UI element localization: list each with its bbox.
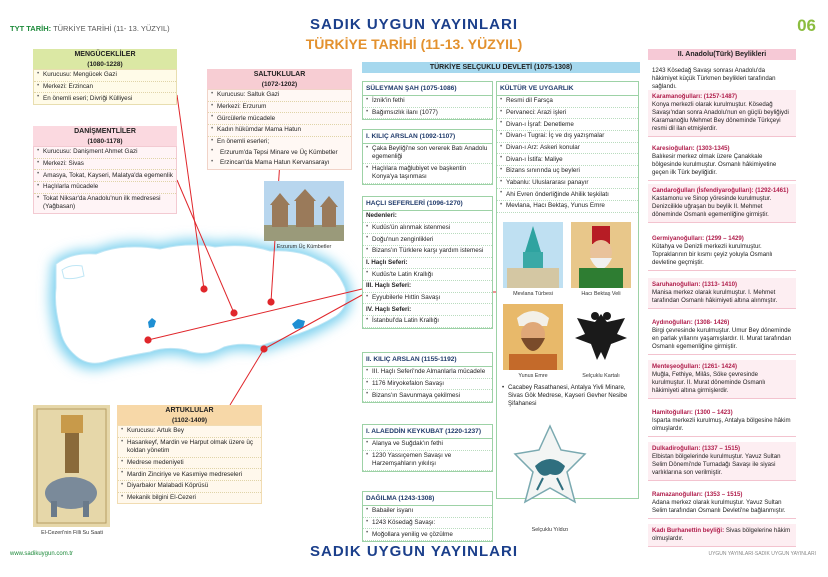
erzurum-kumbet-image — [264, 181, 344, 241]
saltuklular-title: SALTUKLULAR — [207, 69, 352, 80]
list-item-sub: • Erzurum'da Tepsi Minare ve Üç Kümbetler — [208, 147, 351, 158]
list-item: • Divan-ı Arz: Askeri konular — [497, 143, 638, 155]
list-item: • Kudüs'te Latin Krallığı — [363, 269, 492, 281]
list-item: • Çaka Beyliği'ne son vererek Batı Anadolu egemenliği — [363, 144, 492, 164]
list-item: • Resmi dil Farsça — [497, 96, 638, 108]
list-item: Hamitoğulları: (1300 – 1423) Isparta merkezli kurulmuş, Antalya bölgesine hâkim olmuşlardır. — [648, 406, 796, 437]
list-item: • Alanya ve Suğdak'ın fethi — [363, 439, 492, 451]
footer-publisher: SADIK UYGUN YAYINLARI — [310, 543, 518, 560]
list-item: • Merkezi: Sivas — [34, 159, 176, 171]
list-item-sub: • Erzincan'da Mama Hatun Kervansarayı — [208, 158, 351, 169]
turkey-shape — [56, 245, 347, 363]
line-artuk — [230, 349, 264, 405]
list-item: • Yabanlu: Uluslararası panayır — [497, 178, 638, 190]
list-item: Candaroğulları (İsfendiyaroğulları): (1292-1461) Kastamonu ve Sinop yöresinde kurulmuştur. Denizcilikle uğraşan bu beylik II. Mehmet döneminde Osmanlı egemenliğine girmiştir. — [648, 184, 796, 223]
artuklular-title: ARTUKLULAR — [117, 405, 262, 416]
seljuk-state-title: TÜRKİYE SELÇUKLU DEVLETİ (1075-1308) — [362, 62, 640, 73]
list-item: • Babailer isyanı — [363, 506, 492, 518]
list-item: • Haçlılarla mücadele — [34, 182, 176, 194]
danismentliler-dates: (1080-1178) — [33, 137, 177, 146]
list-item: • Bağımsızlık ilanı (1077) — [363, 108, 492, 120]
header-left-label: TYT TARİH: TÜRKİYE TARİHİ (11- 13. YÜZYIL) — [10, 24, 170, 33]
mengucekliler-title: MENGÜCEKLİLER — [33, 49, 177, 60]
suleyman-sah-box — [362, 81, 493, 120]
list-item: Germiyanoğulları: (1299 – 1429) Kütahya ve Denizli merkezli kurulmuştur. Topraklarının bir kısmı çeyiz yoluyla Osmanlı devletine geçmiştir. — [648, 232, 796, 271]
list-item: • Bizans'ın Savunmaya çekilmesi — [363, 390, 492, 402]
yunus-emre-caption: Yunus Emre — [518, 373, 548, 379]
haci-bektas-caption: Hacı Bektaş Veli — [581, 291, 621, 297]
mengucekliler-dates: (1080-1228) — [33, 60, 177, 69]
hacli-nedenler-label: Nedenleri: — [363, 211, 492, 223]
list-item: Karamanoğulları: (1257-1487) Konya merkezli olarak kurulmuştur. Kösedağ Savaşı'ndan sonra Anadolu'nun en güçlü beyliğiydi Karamanoğlu Mehmet Bey döneminde Türkçeyi resmi dil ilan etmişlerdir. — [648, 90, 796, 137]
saltuklular-box — [207, 69, 352, 170]
hacli-s3-label: III. Haçlı Seferi: — [363, 281, 492, 293]
list-item: • İstanbul'da Latin Krallığı — [363, 316, 492, 328]
list-item: Aydınoğulları: (1308- 1426) Birgi çevresinde kurulmuştur. Umur Bey döneminde en parlak yıllarını yaşamışlardır. II. Murat tarafından Osmanlı egemenliğine girmiştir. — [648, 316, 796, 355]
list-item: • Kurucusu: Danişment Ahmet Gazi — [34, 147, 176, 159]
list-item: • Diyarbakır Malabadi Köprüsü — [118, 481, 261, 493]
hacli-title: HAÇLI SEFERLERİ (1096-1270) — [363, 197, 492, 211]
saltuklular-dates: (1072-1202) — [207, 80, 352, 89]
list-item: • Divan-ı İşraf: Denetleme — [497, 119, 638, 131]
list-item: • Bizans'ın Türklere karşı yardım istemesi — [363, 246, 492, 258]
list-item: • 1176 Miryokefalon Savaşı — [363, 379, 492, 391]
hacli-seferleri-box — [362, 196, 493, 329]
yunus-emre-image — [503, 304, 563, 370]
el-cezeri-caption: El-Cezeri'nin Filli Su Saati — [41, 530, 103, 536]
page-subtitle: TÜRKİYE TARİHİ (11-13. YÜZYIL) — [305, 36, 523, 52]
list-item: Karesioğulları: (1303-1345) Balıkesir merkez olmak üzere Çanakkale bölgesinde kurulmuştur. Osmanlı hâkimiyetine geçen ilk Türk beyliğidir. — [648, 142, 796, 181]
list-item: • Kadın hükümdar Mama Hatun — [208, 125, 351, 137]
list-item: • Amasya, Tokat, Kayseri, Malatya'da egemenlik — [34, 170, 176, 182]
kilic-arslan-1-box — [362, 129, 493, 185]
list-item: • Kurucusu: Saltuk Gazi — [208, 90, 351, 102]
kultur-eserler — [500, 384, 636, 409]
list-item: • Merkezi: Erzurum — [208, 102, 351, 114]
list-item: • Doğu'nun zenginlikleri — [363, 234, 492, 246]
danismentliler-box — [33, 126, 177, 214]
suleyman-title: SÜLEYMAN ŞAH (1075-1086) — [363, 82, 492, 96]
list-item: • Kurucusu: Mengücek Gazi — [34, 70, 176, 82]
list-item: • Gürcülerle mücadele — [208, 113, 351, 125]
hacli-s1-label: I. Haçlı Seferi: — [363, 258, 492, 270]
list-item: • En önemli eserleri; — [208, 137, 351, 148]
list-item: • Kudüs'ün alınmak istenmesi — [363, 223, 492, 235]
list-item: • Bizans sınırında uç beyleri — [497, 166, 638, 178]
list-item: • Eyyubilerle Hıttin Savaşı — [363, 293, 492, 305]
erzurum-caption: Erzurum Üç Kümbetler — [276, 244, 332, 250]
list-item: • Mardin Zinciriye ve Kasımiye medreseleri — [118, 469, 261, 481]
thrace — [62, 266, 84, 279]
mengucekliler-box — [33, 49, 177, 105]
list-item: • Divan-ı Tugrai: İç ve dış yazışmalar — [497, 131, 638, 143]
beylikler-intro: 1243 Kösedağ Savaşı sonrası Anadolu'da hâkimiyet küçük Türkmen beylikleri tarafından sağlandı. — [648, 64, 796, 95]
list-item: Dulkadiroğulları: (1337 – 1515) Elbistan bölgelerinde kurulmuştur. Yavuz Sultan Selim Dönemi'nde Turnadağı Savaşı ile siyasi varlıklarına son verilmiştir. — [648, 442, 796, 481]
marker-konya — [144, 336, 151, 343]
selcuklu-yildizi-image — [513, 422, 587, 522]
list-item: • Kurucusu: Artuk Bey — [118, 426, 261, 438]
list-item: • Divan-ı İstifa: Maliye — [497, 154, 638, 166]
mevlana-turbesi-image — [503, 222, 563, 288]
marker-mardin — [260, 345, 267, 352]
list-item: • 1230 Yassıçemen Savaşı ve Harzemşahların yıkılışı — [363, 451, 492, 471]
dagilma-box — [362, 491, 493, 542]
list-item: • Hasankeyf, Mardin ve Harput olmak üzere üç koldan yönetim — [118, 438, 261, 458]
alaeddin-keykubat-box — [362, 424, 493, 472]
kultur-title: KÜLTÜR VE UYGARLIK — [497, 82, 638, 96]
footer-right-text: UYGUN YAYINLARI·SADIK UYGUN YAYINLARI — [708, 551, 816, 557]
list-item: • Pervaneci: Arazi işleri — [497, 108, 638, 120]
list-item: • Tokat Niksar'da Anadolu'nun ilk medresesi (Yağbasan) — [34, 194, 176, 213]
marker-erzurum — [267, 298, 274, 305]
list-item: Menteşeoğulları: (1261- 1424) Muğla, Fethiye, Milâs, Söke çevresinde kurulmuştur. II. Murat döneminde Osmanlı hâkimiyeti altına girmişlerdir. — [648, 360, 796, 399]
kilic2-title: II. KILIÇ ARSLAN (1155-1192) — [363, 353, 492, 367]
list-item: • Mekanik bilgini El-Cezeri — [118, 493, 261, 504]
danismentliler-title: DANİŞMENTLİLER — [33, 126, 177, 137]
list-item: • Haçlılara mağlubiyet ve başkentin Konya'ya taşınması — [363, 164, 492, 184]
list-item: • Merkezi: Erzincan — [34, 82, 176, 94]
list-item: • Ahi Evren önderliğinde Ahilik teşkilatı — [497, 189, 638, 201]
alaeddin-title: I. ALAEDDİN KEYKUBAT (1220-1237) — [363, 425, 492, 439]
list-item: Kadı Burhanettin beyliği: Sivas bölgelerine hâkim olmuşlardır. — [648, 524, 796, 547]
selcuklu-yildizi-caption: Selçuklu Yıldızı — [531, 527, 569, 533]
selcuklu-kartali-image — [571, 304, 631, 370]
selcuklu-kartali-caption: Selçuklu Kartalı — [582, 373, 620, 379]
hacli-s4-label: IV. Haçlı Seferi: — [363, 304, 492, 316]
list-item: • Moğollara yenilig ve çözülme — [363, 529, 492, 541]
beylikler-title: II. Anadolu(Türk) Beylikleri — [648, 49, 796, 60]
list-item: • 1243 Kösedağ Savaşı: — [363, 518, 492, 530]
list-item: • III. Haçlı Seferi'nde Almanlarla mücadele — [363, 367, 492, 379]
marker-sivas — [230, 309, 237, 316]
list-item: Ramazanoğulları: (1353 – 1515) Adana merkez olarak kurulmuştur. Yavuz Sultan Selim tarafından Osmanlı Devleti'ne bağlanmıştır. — [648, 488, 796, 519]
list-item: Saruhanoğulları: (1313- 1410) Manisa merkez olarak kurulmuştur. I. Mehmet tarafından Osmanlı hâkimiyeti altına alınmıştır. — [648, 278, 796, 309]
artuklular-box — [117, 405, 262, 504]
page-number: 06 — [797, 16, 816, 35]
haci-bektas-image — [571, 222, 631, 288]
list-item: • En önemli eseri; Divriği Külliyesi — [34, 93, 176, 104]
footer-website: www.sadikuygun.com.tr — [10, 551, 74, 557]
artuklular-dates: (1102-1409) — [117, 416, 262, 425]
kilic-arslan-2-box — [362, 352, 493, 403]
mevlana-caption: Mevlana Türbesi — [513, 291, 553, 297]
kilic1-title: I. KILIÇ ARSLAN (1092-1107) — [363, 130, 492, 144]
list-item: • Mevlana, Hacı Bektaş, Yunus Emre — [497, 201, 638, 213]
el-cezeri-water-clock-image — [33, 405, 110, 527]
list-item: • Medrese medeniyeti — [118, 458, 261, 470]
list-item: • Cacabey Rasathanesi, Antalya Yivli Minare, Sivas Gök Medrese, Kayseri Gevher Nesibe Şifahanesi — [502, 384, 628, 408]
list-item: • İznik'in fethi — [363, 96, 492, 108]
dagilma-title: DAĞILMA (1243-1308) — [363, 492, 492, 506]
marker-erzincan — [200, 285, 207, 292]
publisher-title: SADIK UYGUN YAYINLARI — [310, 16, 518, 33]
